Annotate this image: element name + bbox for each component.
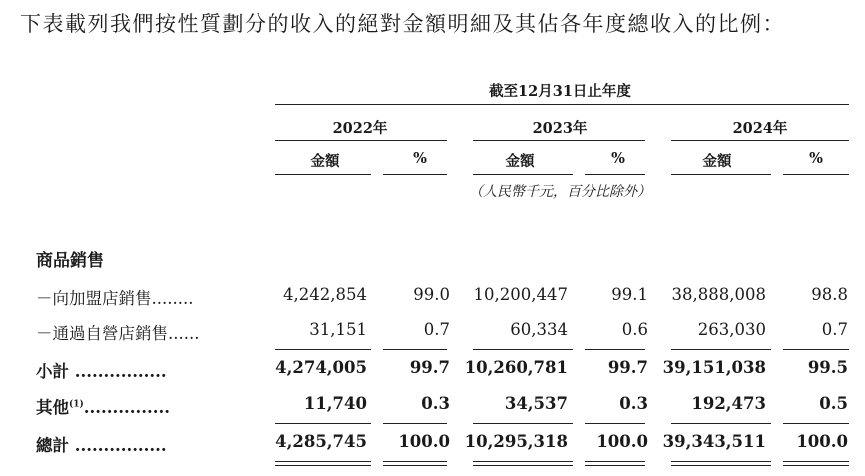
pct-header-2024: % xyxy=(809,150,823,167)
others-label-dots: ............... xyxy=(83,398,170,417)
footnote-marker: (1) xyxy=(69,399,84,410)
header-rule-top xyxy=(275,104,849,105)
cell-2023-pct: 100.0 xyxy=(596,432,648,451)
row-label-self-operated: －通過自營店銷售...... xyxy=(36,324,200,343)
cell-2022-pct: 0.3 xyxy=(421,394,450,413)
cell-2023-amount: 10,260,781 xyxy=(464,358,568,377)
double-rule-pct-2022-a xyxy=(383,461,447,462)
cell-2023-pct: 99.1 xyxy=(611,285,648,304)
double-rule-amount-2024-a xyxy=(671,461,771,462)
column-rule-amount-2024 xyxy=(671,174,771,175)
cell-2022-amount: 11,740 xyxy=(303,394,367,413)
pct-header-2023: % xyxy=(611,150,625,167)
row-label-others xyxy=(36,394,170,418)
cell-2022-amount: 4,274,005 xyxy=(275,358,367,377)
cell-2023-amount: 60,334 xyxy=(510,320,568,339)
cell-2022-amount: 4,242,854 xyxy=(283,285,367,304)
column-rule-pct-2024 xyxy=(783,174,849,175)
cell-2022-pct: 99.7 xyxy=(409,358,450,377)
column-rule-pct-2023 xyxy=(585,174,645,175)
row-label-subtotal: 小計 ................ xyxy=(36,362,167,381)
cell-2024-pct: 0.7 xyxy=(821,320,848,339)
cell-2022-pct: 100.0 xyxy=(398,432,450,451)
cell-2024-amount: 39,343,511 xyxy=(662,432,766,451)
double-rule-amount-2024-b xyxy=(671,465,771,466)
cell-2024-amount: 38,888,008 xyxy=(671,285,766,304)
cell-2022-pct: 0.7 xyxy=(423,320,450,339)
cell-2024-amount: 192,473 xyxy=(691,394,766,413)
total-rule-amount-2024 xyxy=(671,423,771,424)
total-rule-pct-2022 xyxy=(383,423,447,424)
subtotal-rule-pct-2024 xyxy=(783,349,849,350)
year-rule-2022 xyxy=(275,140,447,141)
row-label-total: 總計 ................ xyxy=(36,436,167,455)
amount-header-2022: 金額 xyxy=(310,153,340,170)
amount-header-2024: 金額 xyxy=(702,153,732,170)
total-rule-pct-2024 xyxy=(783,423,849,424)
cell-2022-pct: 99.0 xyxy=(413,285,450,304)
cell-2022-amount: 31,151 xyxy=(309,320,367,339)
cell-2023-pct: 0.6 xyxy=(621,320,648,339)
cell-2023-amount: 34,537 xyxy=(504,394,568,413)
pct-header-2022: % xyxy=(413,150,427,167)
subtotal-rule-pct-2023 xyxy=(585,349,645,350)
double-rule-amount-2023-b xyxy=(473,465,573,466)
cell-2023-pct: 0.3 xyxy=(619,394,648,413)
column-rule-amount-2023 xyxy=(473,174,573,175)
total-rule-pct-2023 xyxy=(585,423,645,424)
double-rule-pct-2022-b xyxy=(383,465,447,466)
subtotal-rule-amount-2022 xyxy=(275,349,371,350)
cell-2024-amount: 39,151,038 xyxy=(662,358,766,377)
year-header-2024: 2024年 xyxy=(732,120,788,137)
cell-2024-pct: 100.0 xyxy=(796,432,848,451)
subtotal-rule-amount-2024 xyxy=(671,349,771,350)
double-rule-pct-2024-b xyxy=(783,465,849,466)
year-header-2023: 2023年 xyxy=(532,120,588,137)
section-title: 商品銷售 xyxy=(36,251,104,271)
intro-text: 下表載列我們按性質劃分的收入的絕對金額明細及其佔各年度總收入的比例： xyxy=(20,12,785,36)
cell-2024-pct: 0.5 xyxy=(819,394,848,413)
unit-note: （人民幣千元，百分比除外） xyxy=(469,184,651,200)
double-rule-pct-2024-a xyxy=(783,461,849,462)
double-rule-pct-2023-a xyxy=(585,461,645,462)
total-rule-amount-2023 xyxy=(473,423,573,424)
cell-2024-pct: 98.8 xyxy=(811,285,848,304)
column-rule-pct-2022 xyxy=(383,174,447,175)
cell-2022-amount: 4,285,745 xyxy=(275,432,367,451)
double-rule-pct-2023-b xyxy=(585,465,645,466)
double-rule-amount-2022-a xyxy=(275,461,371,462)
total-rule-amount-2022 xyxy=(275,423,371,424)
year-rule-2023 xyxy=(473,140,645,141)
cell-2023-amount: 10,200,447 xyxy=(473,285,568,304)
subtotal-rule-pct-2022 xyxy=(383,349,447,350)
period-header: 截至12月31日止年度 xyxy=(489,83,631,100)
cell-2023-amount: 10,295,318 xyxy=(464,432,568,451)
cell-2024-pct: 99.5 xyxy=(807,358,848,377)
double-rule-amount-2023-a xyxy=(473,461,573,462)
year-rule-2024 xyxy=(671,140,849,141)
year-header-2022: 2022年 xyxy=(332,120,388,137)
cell-2024-amount: 263,030 xyxy=(697,320,766,339)
others-label-text: 其他 xyxy=(36,398,69,417)
double-rule-amount-2022-b xyxy=(275,465,371,466)
amount-header-2023: 金額 xyxy=(505,153,535,170)
column-rule-amount-2022 xyxy=(275,174,371,175)
subtotal-rule-amount-2023 xyxy=(473,349,573,350)
cell-2023-pct: 99.7 xyxy=(607,358,648,377)
row-label-franchise: －向加盟店銷售........ xyxy=(36,289,194,308)
